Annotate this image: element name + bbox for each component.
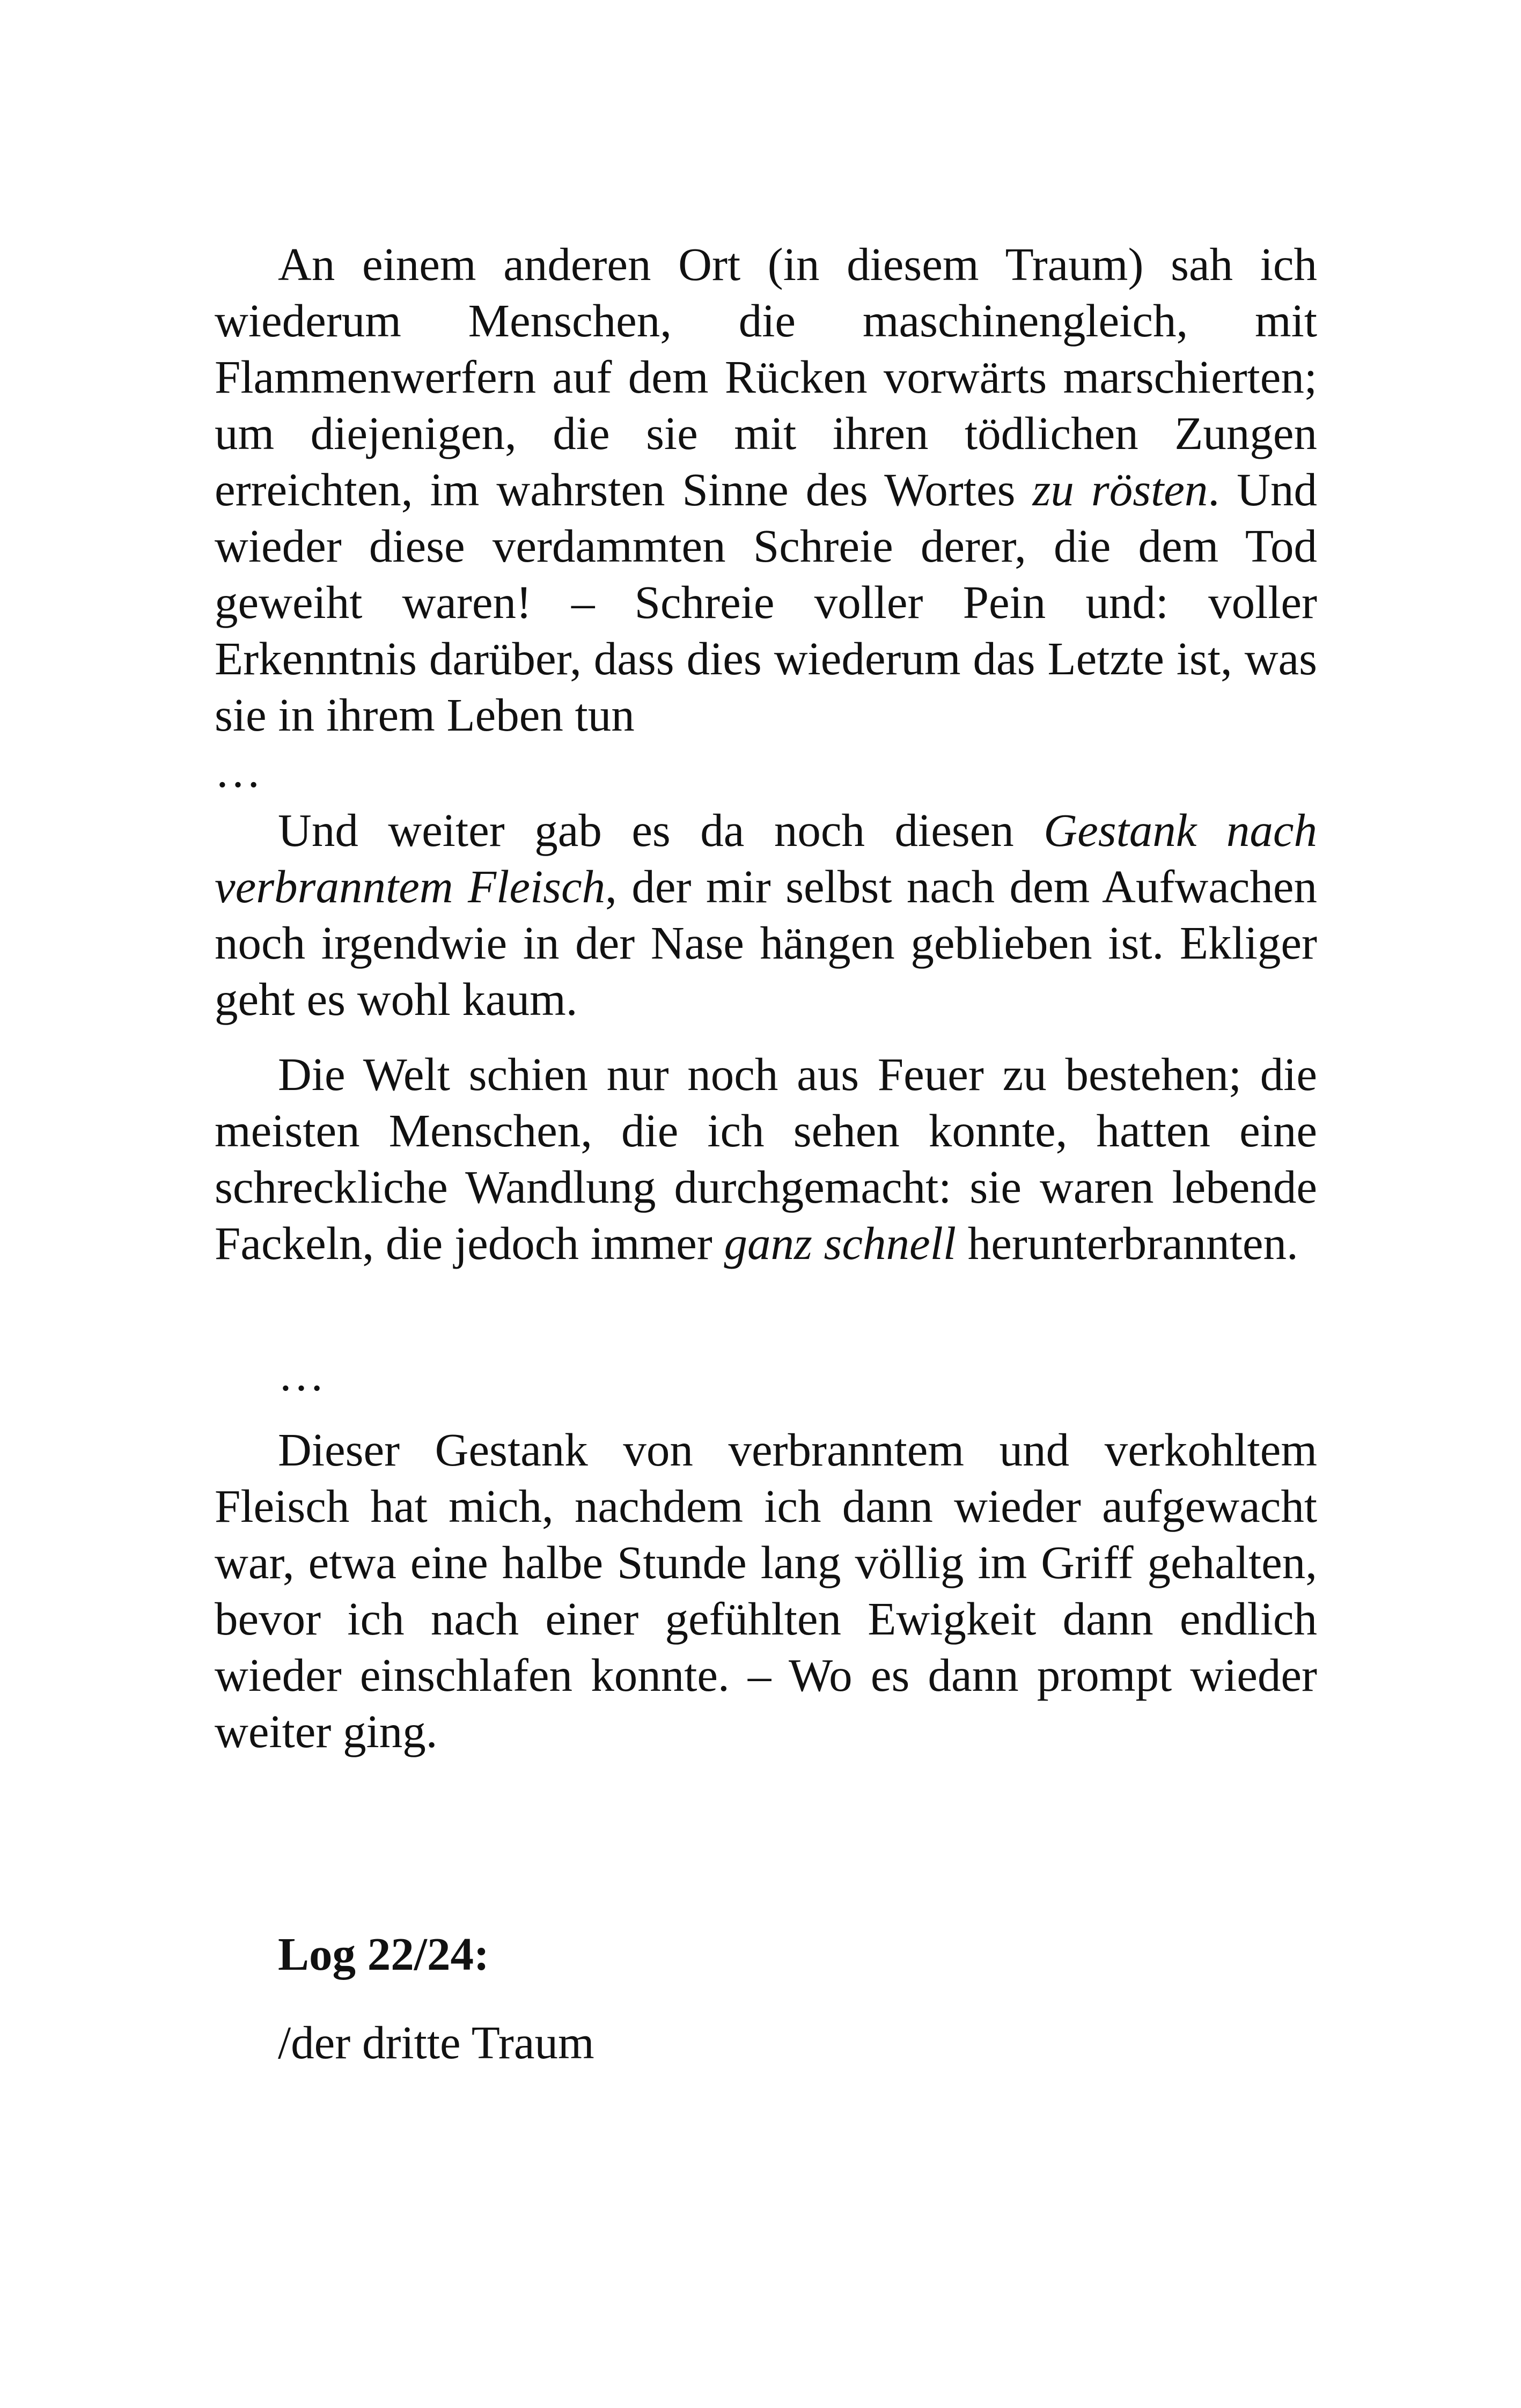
paragraph-1-ellipsis: … <box>215 745 261 797</box>
paragraph-final: Dieser Gestank von verbranntem und verkohltem Fleisch hat mich, nachdem ich dann wieder aufgewacht war, etwa eine halbe Stunde lang völlig im Griff gehalten, bevor ich nach einer gefühlten Ewigkeit dann endlich wieder einschlafen konnte. – Wo es dann prompt wieder weiter ging. <box>215 1424 1317 1757</box>
paragraph-1-text: An einem anderen Ort (in diesem Traum) sah ich wiederum Menschen, die maschinengleich, mit Flammenwerfern auf dem Rücken vorwärts marschierten; um diejenigen, die sie mit ihren tödlichen Zungen erreichten, im wahrsten Sinne des Wortes <box>215 238 1317 516</box>
paragraph-2 <box>215 802 1317 1027</box>
paragraph-1-italic: zu rösten <box>1032 463 1208 516</box>
paragraph-1-text-end: . Und wieder diese verdammten Schreie derer, die dem Tod geweiht waren! – Schreie voller Pein und: voller Erkenntnis darüber, dass dies wiederum das Letzte ist, was sie in ihrem Leben tun <box>215 463 1317 741</box>
paragraph-2-italic: Gestank nach verbranntem Fleisch <box>215 804 1317 912</box>
paragraph-1 <box>215 236 1317 797</box>
section-ellipsis: … <box>278 1349 325 1401</box>
paragraph-3 <box>215 1046 1317 1328</box>
paragraph-3-text: Die Welt schien nur noch aus Feuer zu bestehen; die meisten Menschen, die ich sehen konnte, hatten eine schreckliche Wandlung durchgemacht: sie waren lebende Fackeln, die jedoch immer <box>215 1048 1317 1269</box>
paragraph-2-text: Und weiter gab es da noch diesen <box>278 804 1044 856</box>
log-subtitle: /der dritte Traum <box>278 2016 594 2068</box>
paragraph-3-italic: ganz schnell <box>724 1217 956 1269</box>
paragraph-3-text-end: herunterbrannten. <box>956 1217 1298 1269</box>
book-page <box>215 236 1317 2071</box>
paragraph-2-text-end: , der mir selbst nach dem Aufwachen noch irgendwie in der Nase hängen geblieben ist. Ekliger geht es wohl kaum. <box>215 860 1317 1025</box>
log-heading: Log 22/24: <box>278 1928 489 1980</box>
